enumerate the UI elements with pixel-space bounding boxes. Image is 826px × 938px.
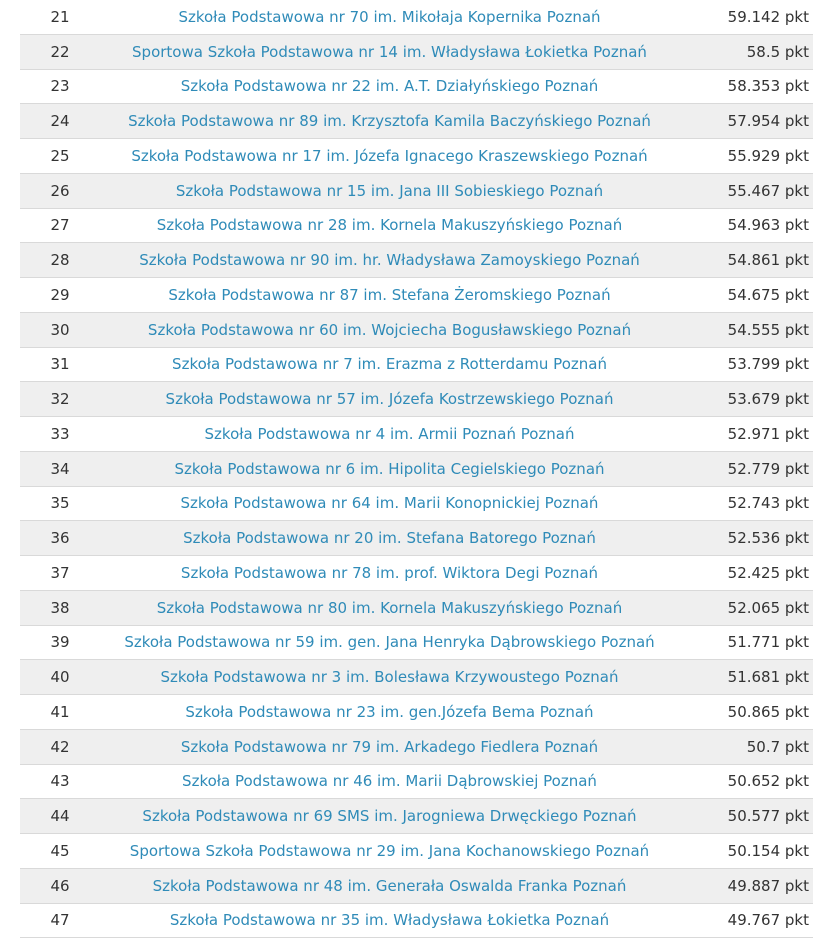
rank-cell: 37 (20, 564, 100, 582)
score-cell: 54.963 pkt (679, 216, 813, 234)
school-name-link[interactable]: Szkoła Podstawowa nr 28 im. Kornela Makuszyńskiego Poznań (100, 216, 679, 234)
score-cell: 52.743 pkt (679, 494, 813, 512)
rank-cell: 22 (20, 43, 100, 61)
rank-cell: 32 (20, 390, 100, 408)
score-cell: 50.652 pkt (679, 772, 813, 790)
score-cell: 51.771 pkt (679, 633, 813, 651)
school-name-link[interactable]: Szkoła Podstawowa nr 17 im. Józefa Ignacego Kraszewskiego Poznań (100, 147, 679, 165)
table-row (20, 104, 813, 139)
table-row (20, 591, 813, 626)
score-cell: 52.536 pkt (679, 529, 813, 547)
table-row (20, 556, 813, 591)
table-row (20, 382, 813, 417)
rank-cell: 40 (20, 668, 100, 686)
score-cell: 50.577 pkt (679, 807, 813, 825)
rank-cell: 21 (20, 8, 100, 26)
school-name-link[interactable]: Szkoła Podstawowa nr 79 im. Arkadego Fiedlera Poznań (100, 738, 679, 756)
school-name-link[interactable]: Szkoła Podstawowa nr 6 im. Hipolita Cegielskiego Poznań (100, 460, 679, 478)
school-name-link[interactable]: Szkoła Podstawowa nr 23 im. gen.Józefa Bema Poznań (100, 703, 679, 721)
table-row (20, 35, 813, 70)
school-name-link[interactable]: Szkoła Podstawowa nr 87 im. Stefana Żeromskiego Poznań (100, 286, 679, 304)
school-name-link[interactable]: Sportowa Szkoła Podstawowa nr 14 im. Władysława Łokietka Poznań (100, 43, 679, 61)
table-row (20, 660, 813, 695)
school-name-link[interactable]: Szkoła Podstawowa nr 90 im. hr. Władysława Zamoyskiego Poznań (100, 251, 679, 269)
rank-cell: 24 (20, 112, 100, 130)
score-cell: 51.681 pkt (679, 668, 813, 686)
rank-cell: 29 (20, 286, 100, 304)
rank-cell: 38 (20, 599, 100, 617)
score-cell: 52.779 pkt (679, 460, 813, 478)
school-name-link[interactable]: Szkoła Podstawowa nr 7 im. Erazma z Rotterdamu Poznań (100, 355, 679, 373)
table-row (20, 174, 813, 209)
rank-cell: 23 (20, 77, 100, 95)
ranking-table (20, 0, 813, 938)
school-name-link[interactable]: Szkoła Podstawowa nr 57 im. Józefa Kostrzewskiego Poznań (100, 390, 679, 408)
school-name-link[interactable]: Szkoła Podstawowa nr 22 im. A.T. Działyńskiego Poznań (100, 77, 679, 95)
rank-cell: 30 (20, 321, 100, 339)
school-name-link[interactable]: Szkoła Podstawowa nr 80 im. Kornela Makuszyńskiego Poznań (100, 599, 679, 617)
table-row (20, 348, 813, 383)
school-name-link[interactable]: Szkoła Podstawowa nr 4 im. Armii Poznań Poznań (100, 425, 679, 443)
school-name-link[interactable]: Szkoła Podstawowa nr 20 im. Stefana Batorego Poznań (100, 529, 679, 547)
school-name-link[interactable]: Szkoła Podstawowa nr 69 SMS im. Jarogniewa Drwęckiego Poznań (100, 807, 679, 825)
table-row (20, 521, 813, 556)
score-cell: 52.065 pkt (679, 599, 813, 617)
school-name-link[interactable]: Szkoła Podstawowa nr 3 im. Bolesława Krzywoustego Poznań (100, 668, 679, 686)
rank-cell: 27 (20, 216, 100, 234)
table-row (20, 799, 813, 834)
score-cell: 53.799 pkt (679, 355, 813, 373)
rank-cell: 47 (20, 911, 100, 929)
school-name-link[interactable]: Szkoła Podstawowa nr 48 im. Generała Oswalda Franka Poznań (100, 877, 679, 895)
score-cell: 52.425 pkt (679, 564, 813, 582)
rank-cell: 44 (20, 807, 100, 825)
score-cell: 53.679 pkt (679, 390, 813, 408)
score-cell: 50.865 pkt (679, 703, 813, 721)
table-row (20, 417, 813, 452)
school-name-link[interactable]: Szkoła Podstawowa nr 78 im. prof. Wiktora Degi Poznań (100, 564, 679, 582)
school-name-link[interactable]: Szkoła Podstawowa nr 64 im. Marii Konopnickiej Poznań (100, 494, 679, 512)
school-name-link[interactable]: Szkoła Podstawowa nr 70 im. Mikołaja Kopernika Poznań (100, 8, 679, 26)
rank-cell: 41 (20, 703, 100, 721)
table-row (20, 452, 813, 487)
score-cell: 55.467 pkt (679, 182, 813, 200)
rank-cell: 43 (20, 772, 100, 790)
table-row (20, 869, 813, 904)
rank-cell: 45 (20, 842, 100, 860)
score-cell: 55.929 pkt (679, 147, 813, 165)
score-cell: 54.675 pkt (679, 286, 813, 304)
score-cell: 58.5 pkt (679, 43, 813, 61)
rank-cell: 33 (20, 425, 100, 443)
school-name-link[interactable]: Szkoła Podstawowa nr 59 im. gen. Jana Henryka Dąbrowskiego Poznań (100, 633, 679, 651)
rank-cell: 26 (20, 182, 100, 200)
school-name-link[interactable]: Szkoła Podstawowa nr 35 im. Władysława Łokietka Poznań (100, 911, 679, 929)
rank-cell: 36 (20, 529, 100, 547)
score-cell: 49.767 pkt (679, 911, 813, 929)
rank-cell: 34 (20, 460, 100, 478)
rank-cell: 31 (20, 355, 100, 373)
score-cell: 50.154 pkt (679, 842, 813, 860)
rank-cell: 25 (20, 147, 100, 165)
score-cell: 50.7 pkt (679, 738, 813, 756)
school-name-link[interactable]: Szkoła Podstawowa nr 15 im. Jana III Sobieskiego Poznań (100, 182, 679, 200)
table-row (20, 209, 813, 244)
table-row (20, 243, 813, 278)
score-cell: 52.971 pkt (679, 425, 813, 443)
score-cell: 49.887 pkt (679, 877, 813, 895)
table-row (20, 0, 813, 35)
rank-cell: 42 (20, 738, 100, 756)
table-row (20, 695, 813, 730)
table-row (20, 139, 813, 174)
score-cell: 54.861 pkt (679, 251, 813, 269)
table-row (20, 626, 813, 661)
score-cell: 58.353 pkt (679, 77, 813, 95)
rank-cell: 28 (20, 251, 100, 269)
score-cell: 57.954 pkt (679, 112, 813, 130)
table-row (20, 904, 813, 938)
table-row (20, 765, 813, 800)
table-row (20, 313, 813, 348)
table-row (20, 834, 813, 869)
school-name-link[interactable]: Szkoła Podstawowa nr 46 im. Marii Dąbrowskiej Poznań (100, 772, 679, 790)
table-row (20, 730, 813, 765)
table-row (20, 487, 813, 522)
school-name-link[interactable]: Sportowa Szkoła Podstawowa nr 29 im. Jana Kochanowskiego Poznań (100, 842, 679, 860)
school-name-link[interactable]: Szkoła Podstawowa nr 89 im. Krzysztofa Kamila Baczyńskiego Poznań (100, 112, 679, 130)
rank-cell: 39 (20, 633, 100, 651)
table-row (20, 70, 813, 105)
table-row (20, 278, 813, 313)
school-name-link[interactable]: Szkoła Podstawowa nr 60 im. Wojciecha Bogusławskiego Poznań (100, 321, 679, 339)
rank-cell: 46 (20, 877, 100, 895)
score-cell: 54.555 pkt (679, 321, 813, 339)
score-cell: 59.142 pkt (679, 8, 813, 26)
rank-cell: 35 (20, 494, 100, 512)
